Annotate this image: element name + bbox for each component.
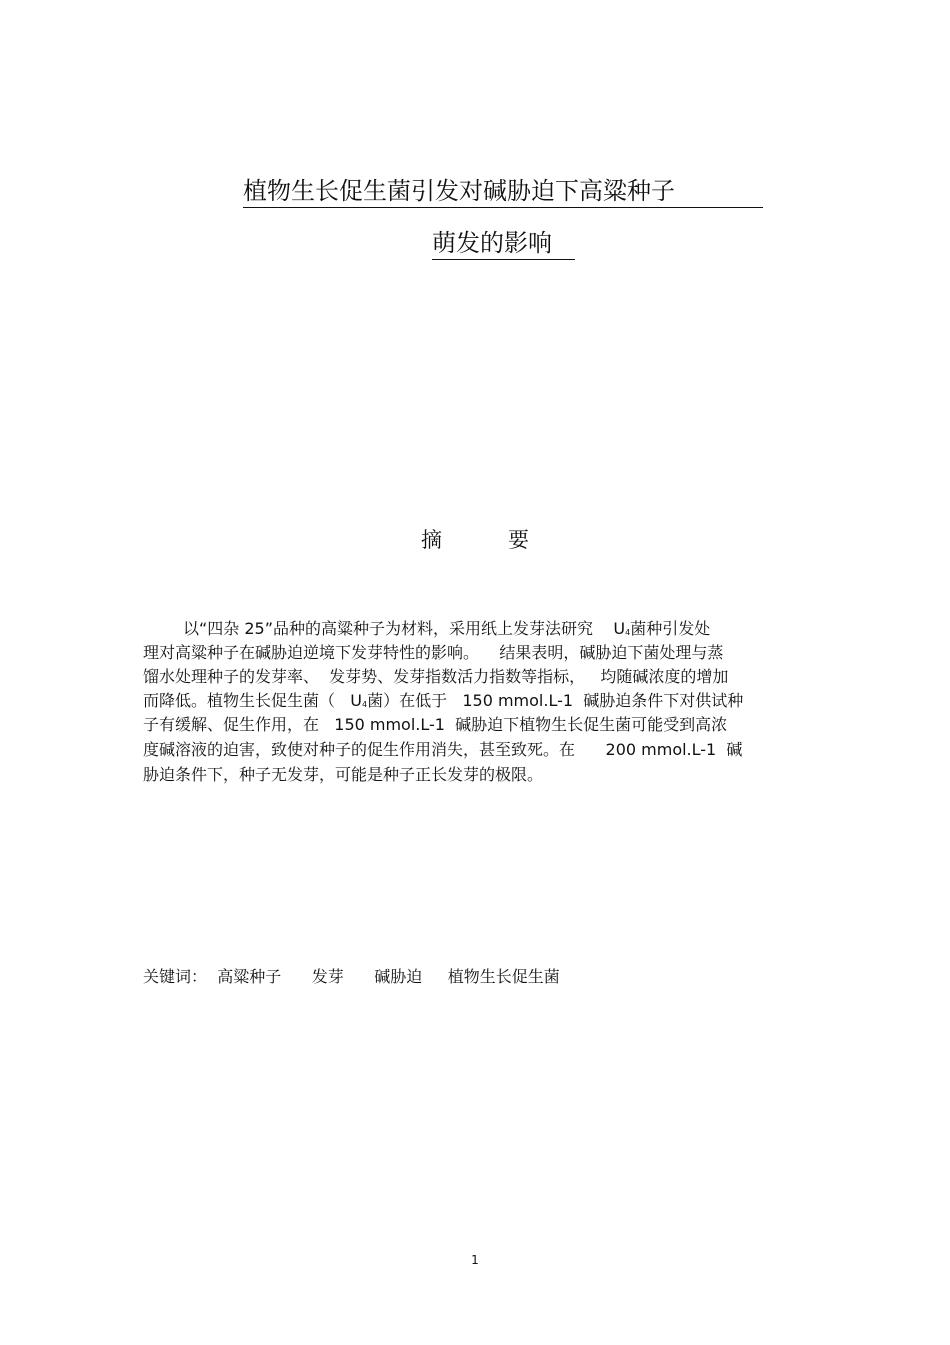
abstract-line-2: 理对高粱种子在碱胁迫逆境下发芽特性的影响。 结果表明，碱胁迫下菌处理与蒸 (143, 643, 724, 662)
keywords-label: 关键词： (143, 967, 208, 986)
abstract-heading: 摘要 (421, 528, 595, 552)
title-line-2: 萌发的影响 (432, 228, 575, 260)
keyword-item: 发芽 (311, 967, 344, 986)
abstract-line-5: 子有缓解、促生作用，在 150 mmol.L-1 碱胁迫下植物生长促生菌可能受到高浓 (143, 715, 728, 734)
abstract-line-3: 馏水处理种子的发芽率、 发芽势、发芽指数活力指数等指标， 均随碱浓度的增加 (143, 667, 729, 686)
abstract-line-7: 胁迫条件下，种子无发芽，可能是种子正长发芽的极限。 (143, 765, 544, 784)
keyword-item: 碱胁迫 (374, 967, 423, 986)
keywords-line (143, 966, 560, 988)
keyword-item: 高粱种子 (217, 967, 282, 986)
page-number: 1 (471, 1253, 479, 1267)
title-line-1: 植物生长促生菌引发对碱胁迫下高粱种子 (243, 176, 763, 208)
abstract-line-1: 以“四杂 25”品种的高粱种子为材料，采用纸上发芽法研究 U4菌种引发处 (183, 619, 711, 638)
abstract-line-4: 而降低。植物生长促生菌（ U4菌）在低于 150 mmol.L-1 碱胁迫条件下对供试种 (143, 691, 744, 710)
abstract-line-6: 度碱溶液的迫害，致使对种子的促生作用消失，甚至致死。在 200 mmol.L-1 碱 (143, 740, 743, 759)
keyword-item: 植物生长促生菌 (447, 967, 560, 986)
